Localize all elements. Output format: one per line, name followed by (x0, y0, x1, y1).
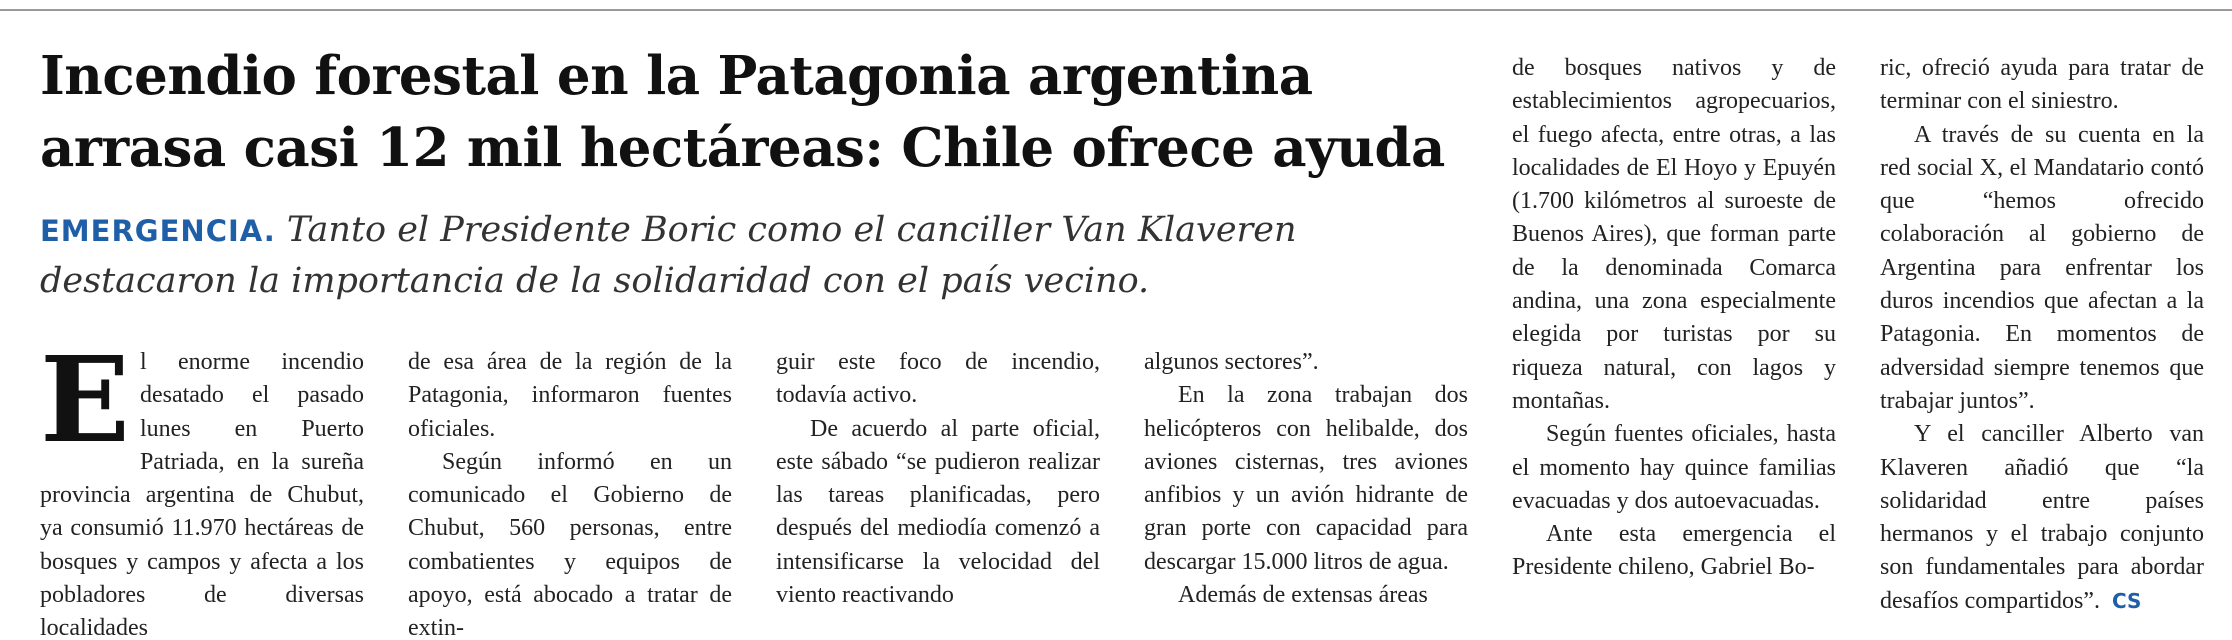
article-column-5 (1512, 52, 1836, 585)
section-tag: EMERGENCIA. (40, 214, 276, 248)
paragraph: algunos sectores”. (1144, 349, 1319, 375)
top-rule (0, 9, 2232, 11)
article-column-3 (776, 346, 1100, 612)
paragraph (1880, 418, 2204, 618)
paragraph-text: Y el canciller Alberto van Klaveren añadió que “la solidaridad entre países hermanos y el trabajo conjunto son fundamentales para abordar desafíos compartidos”. (1880, 421, 2204, 614)
paragraph: Ante esta emergencia el Presidente chileno, Gabriel Bo- (1512, 521, 1836, 581)
paragraph: De acuerdo al parte oficial, este sábado “se pudieron realizar las tareas planificadas, pero después del mediodía comenzó a intensificarse la velocidad del viento reactivando (776, 415, 1100, 609)
article-column-6 (1880, 52, 2204, 618)
headline: Incendio forestal en la Patagonia argentina arrasa casi 12 mil hectáreas: Chile ofrece ayuda (40, 45, 1445, 179)
paragraph: En la zona trabajan dos helicópteros con helibalde, dos aviones cisternas, tres aviones anfibios y un avión hidrante de gran porte con capacidad para descargar 15.000 litros de agua. (1144, 382, 1468, 575)
paragraph: Además de extensas áreas (1178, 582, 1428, 609)
paragraph: Según informó en un comunicado el Gobierno de Chubut, 560 personas, entre combatientes y equipos de apoyo, está abocado a tratar de extin- (408, 448, 732, 640)
drop-cap: E (40, 330, 130, 469)
paragraph: l enorme incendio desatado el pasado lunes en Puerto Patriada, en la sureña provincia argentina de Chubut, ya consumió 11.970 hectáreas de bosques y campos y afecta a los pobladores de diversas localidades (40, 349, 364, 640)
paragraph: de esa área de la región de la Patagonia, informaron fuentes oficiales. (408, 349, 732, 442)
paragraph: guir este foco de incendio, todavía activo. (776, 349, 1100, 409)
article-column-2 (408, 346, 732, 640)
article-column-1 (40, 330, 364, 640)
paragraph: ric, ofreció ayuda para tratar de terminar con el siniestro. (1880, 55, 2204, 115)
paragraph: A través de su cuenta en la red social X, el Mandatario contó que “hemos ofrecido colaboración al gobierno de Argentina para enfrentar los duros incendios que afectan a la Patagonia. En momentos de adversidad siempre tenemos que trabajar juntos”. (1880, 121, 2204, 414)
article-column-4 (1144, 346, 1468, 612)
paragraph: Según fuentes oficiales, hasta el momento hay quince familias evacuadas y dos autoevacuadas. (1512, 421, 1836, 514)
paragraph: de bosques nativos y de establecimientos agropecuarios, el fuego afecta, entre otras, a las localidades de El Hoyo y Epuyén (1.700 kilómetros al suroeste de Buenos Aires), que forman parte de la denominada Comarca andina, una zona especialmente elegida por turistas por su riqueza natural, con lagos y montañas. (1512, 55, 1836, 414)
subhead (40, 205, 1460, 306)
subhead-text: Tanto el Presidente Boric como el canciller Van Klaveren destacaron la importancia de la solidaridad con el país vecino. (40, 210, 1297, 301)
end-mark-icon: CS (2111, 588, 2142, 613)
